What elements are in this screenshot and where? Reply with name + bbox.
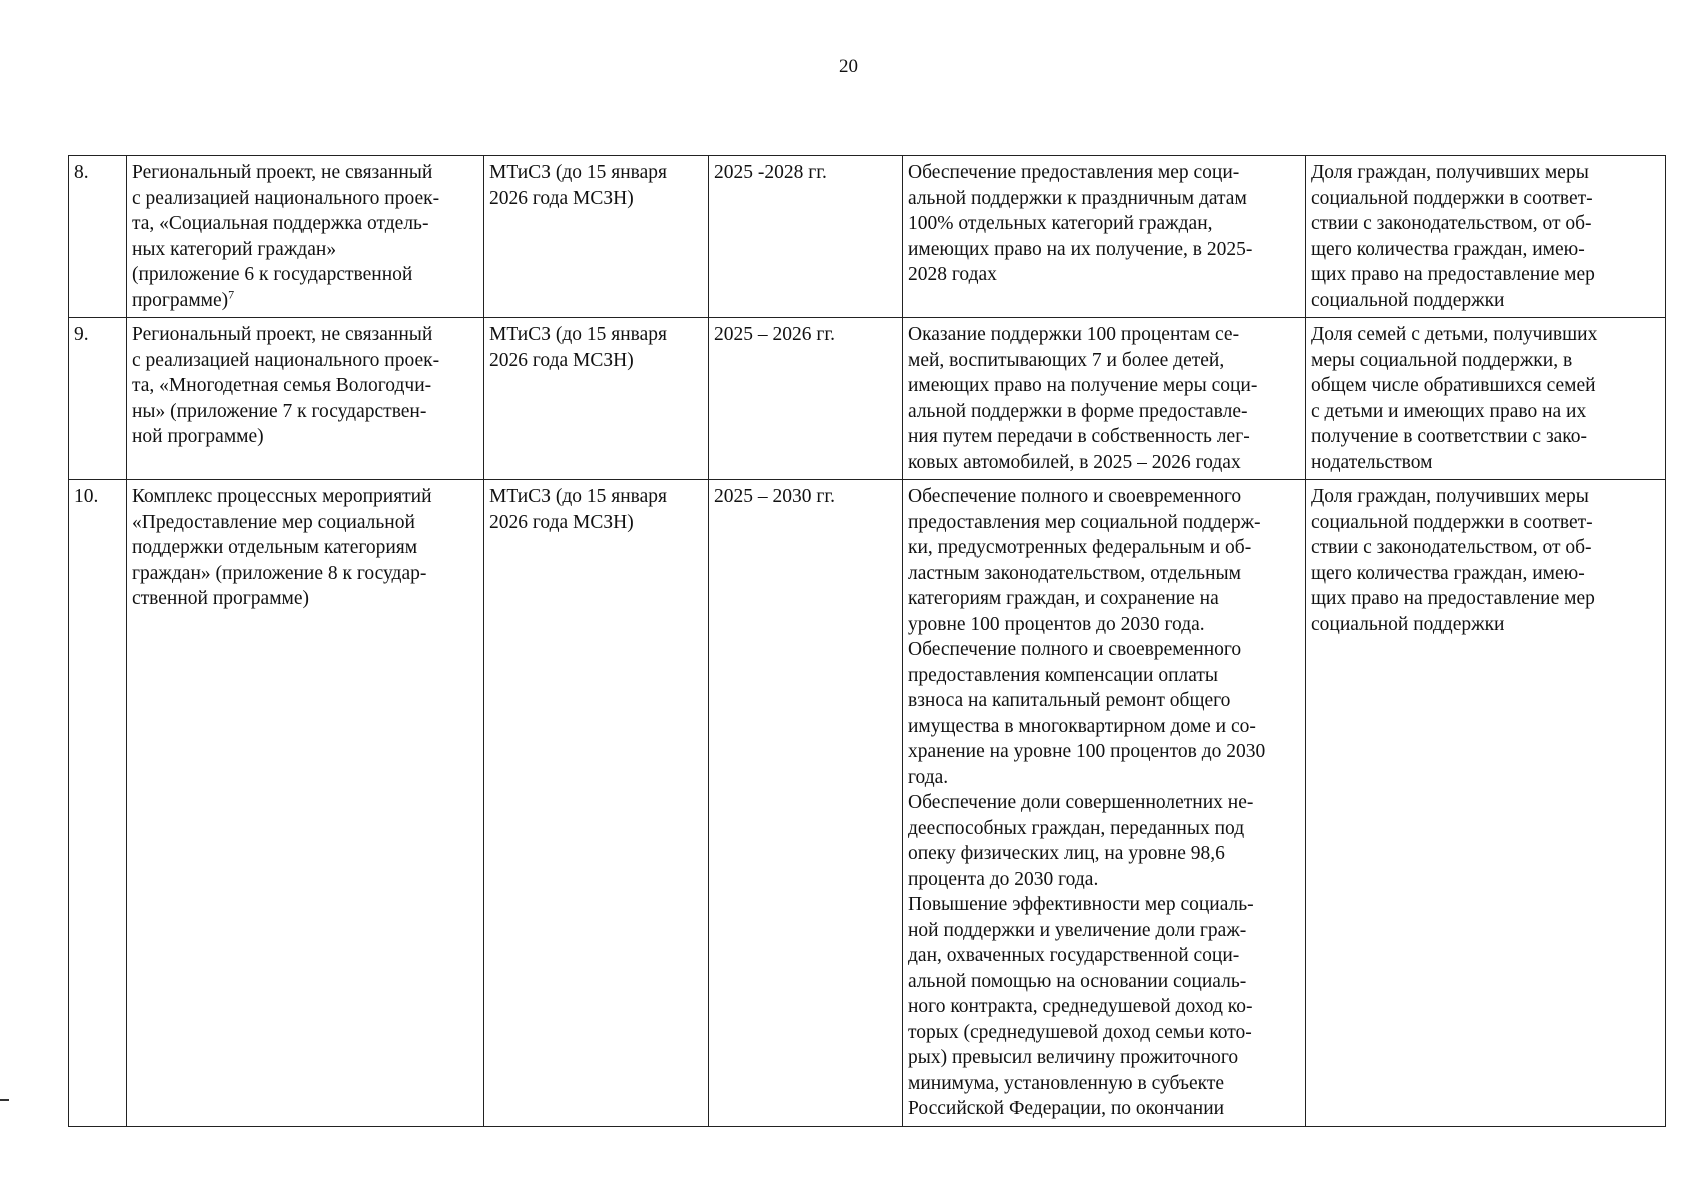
table-row	[69, 480, 1666, 1127]
page-number: 20	[839, 56, 858, 77]
program-structure-table	[68, 155, 1666, 1127]
table-row	[69, 156, 1666, 318]
responsible-cell: МТиСЗ (до 15 января 2026 года МСЗН)	[484, 318, 709, 480]
goal-cell: Обеспечение предоставления мер соци- альной поддержки к праздничным датам 100% отдельных категорий граждан, имеющих право на их получение, в 2025- 2028 годах	[903, 156, 1306, 318]
responsible-cell: МТиСЗ (до 15 января 2026 года МСЗН)	[484, 480, 709, 1127]
row-number: 10.	[69, 480, 127, 1127]
project-name-cell	[127, 156, 484, 318]
margin-mark	[0, 1099, 9, 1101]
responsible-cell: МТиСЗ (до 15 января 2026 года МСЗН)	[484, 156, 709, 318]
indicator-cell: Доля семей с детьми, получивших меры социальной поддержки, в общем числе обратившихся семей с детьми и имеющих право на их получение в соответствии с зако- нодательством	[1306, 318, 1666, 480]
indicator-cell: Доля граждан, получивших меры социальной поддержки в соответ- ствии с законодательством, от об- щего количества граждан, имею- щих право на предоставление мер социальной поддержки	[1306, 480, 1666, 1127]
row-number: 8.	[69, 156, 127, 318]
goal-cell: Оказание поддержки 100 процентам се- мей, воспитывающих 7 и более детей, имеющих право на получение меры соци- альной поддержки в форме предоставле- ния путем передачи в собственность лег- ковых автомобилей, в 2025 – 2026 годах	[903, 318, 1306, 480]
period-cell: 2025 – 2026 гг.	[709, 318, 903, 480]
project-name: Региональный проект, не связанный с реализацией национального проек- та, «Социальная поддержка отдель- ных категорий граждан» (приложение 6 к государственной программе)	[132, 162, 440, 311]
period-cell: 2025 – 2030 гг.	[709, 480, 903, 1127]
footnote-marker: 7	[228, 287, 235, 301]
indicator-cell: Доля граждан, получивших меры социальной поддержки в соответ- ствии с законодательством, от об- щего количества граждан, имею- щих право на предоставление мер социальной поддержки	[1306, 156, 1666, 318]
goal-cell: Обеспечение полного и своевременного предоставления мер социальной поддерж- ки, предусмотренных федеральным и об- ластным законодательством, отдельным категориям граждан, и сохранение на уровне 100 процентов до 2030 года. Обеспечение полного и своевременного предоставления компенсации оплаты взноса на капитальный ремонт общего имущества в многоквартирном доме и со- хранение на уровне 100 процентов до 2030 года. Обеспечение доли совершеннолетних не- дееспособных граждан, переданных под опеку физических лиц, на уровне 98,6 процента до 2030 года. Повышение эффективности мер социаль- ной поддержки и увеличение доли граж- дан, охваченных государственной соци- альной помощью на основании социаль- ного контракта, среднедушевой доход ко- торых (среднедушевой доход семьи кото- рых) превысил величину прожиточного минимума, установленную в субъекте Российской Федерации, по окончании	[903, 480, 1306, 1127]
period-cell: 2025 -2028 гг.	[709, 156, 903, 318]
project-name-cell: Комплекс процессных мероприятий «Предоставление мер социальной поддержки отдельным категориям граждан» (приложение 8 к государ- ственной программе)	[127, 480, 484, 1127]
project-name-cell: Региональный проект, не связанный с реализацией национального проек- та, «Многодетная семья Вологодчи- ны» (приложение 7 к государствен- ной программе)	[127, 318, 484, 480]
row-number: 9.	[69, 318, 127, 480]
table-row	[69, 318, 1666, 480]
